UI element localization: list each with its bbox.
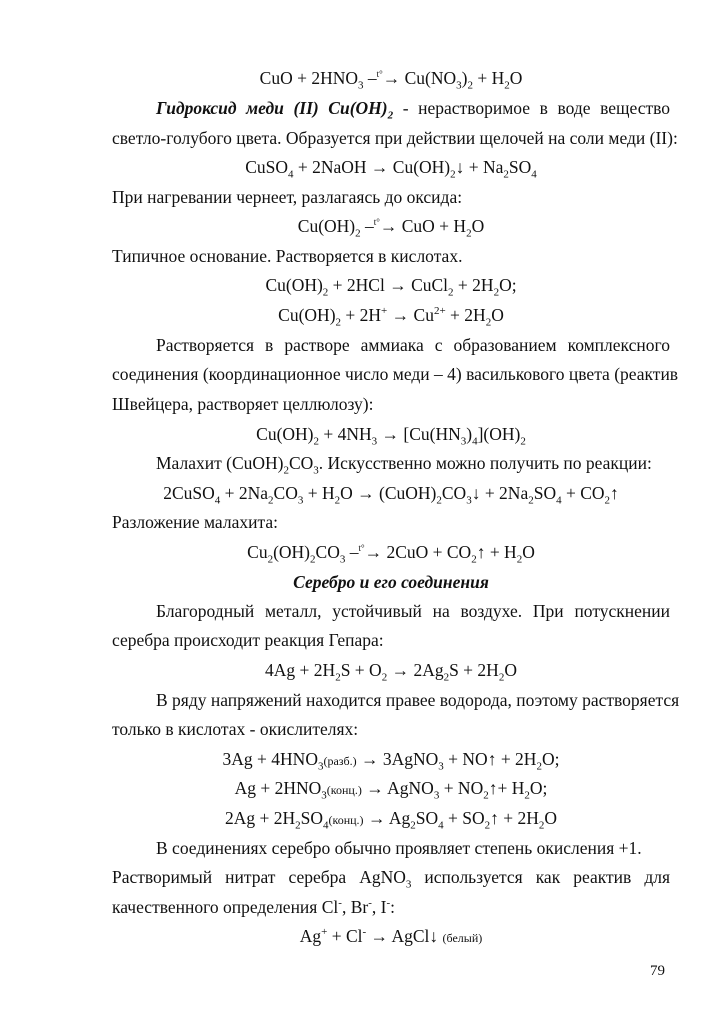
equation-cuso4-naoh: CuSO$_4$ + 2NaOH → $Cu(OH)_2↓ + Na_2SO_4$ bbox=[245, 157, 537, 181]
paragraph-hydroxide-line2: светло-голубого цвета. Образуется при действии щелочей на соли меди (II): bbox=[112, 128, 678, 148]
equation-hydroxide-hcl: $Cu(OH)_2 + 2HCl$ → CuCl$_2$ + $2H_2O$; bbox=[265, 275, 517, 299]
paragraph-nitrate-line1: Растворимый нитрат серебра AgNO$_3$ используется как реактив для bbox=[112, 867, 671, 891]
equation-silver-chloride: Ag+ + Cl- → AgCl↓ (белый) bbox=[299, 926, 483, 946]
equation-hydroxide-ammonia: $Cu(OH)_2 + 4NH_3 \to [Cu(HN_3)_4](OH)_2$ bbox=[256, 424, 526, 448]
paragraph-noble-line2: серебра происходит реакция Гепара: bbox=[112, 630, 384, 650]
page-number: 79 bbox=[650, 963, 665, 979]
paragraph-hydroxide-line1: Гидроксид меди (II) $Cu(OH)_2$ - нерастворимое в воде вещество bbox=[156, 98, 670, 122]
paragraph-typical-base: Типичное основание. Растворяется в кислотах. bbox=[112, 246, 463, 266]
paragraph-nitrate-line2: качественного определения Cl-, Br-, I-: bbox=[112, 897, 395, 917]
paragraph-noble-line1: Благородный металл, устойчивый на воздухе. При потускнении bbox=[156, 601, 670, 621]
heading-copper-hydroxide: Гидроксид меди (II) $Cu(OH)_2$ bbox=[156, 98, 394, 122]
paragraph-oxidation-state: В соединениях серебро обычно проявляет степень окисления +1. bbox=[156, 838, 642, 858]
paragraph-malachite: Малахит $(CuOH)_2CO_3$. Искусственно можно получить по реакции: bbox=[156, 453, 652, 477]
equation-malachite-synthesis: 2CuSO$_4$ + $2Na_2CO_3 + H_2O$ → $(CuOH)_2CO_3↓ + 2Na_2SO_4$ + $CO_2↑$ bbox=[163, 483, 619, 507]
equation-cuo-nitric: CuO + $2HNO_3$ $-^{t^\circ}\to Cu(NO_3)_2 + H_2O$ bbox=[259, 68, 523, 92]
paragraph-ammonia-line3: Швейцера, растворяет целлюлозу): bbox=[112, 394, 374, 414]
paragraph-ammonia-line1: Растворяется в растворе аммиака с образованием комплексного bbox=[156, 335, 670, 355]
equation-silver-conc-nitric: $Ag + 2HNO_3(конц.)$ → AgNO$_3$ + $NO_2↑+ H_2O$; bbox=[234, 778, 548, 802]
equation-silver-dilute-nitric: $3Ag + 4HNO_3(разб.)$ → 3AgNO$_3$ + NO↑ + $2H_2O$; bbox=[222, 749, 560, 773]
paragraph-ammonia-line2: соединения (координационное число меди – 4) василькового цвета (реактив bbox=[112, 364, 679, 384]
equation-hepar: $4Ag + 2H_2S + O_2 \to 2Ag_2S + 2H_2O$ bbox=[265, 660, 517, 684]
equation-silver-conc-sulfuric: $2Ag + 2H_2SO_4(конц.) \to Ag_2SO_4$ + $SO_2↑ + 2H_2O$ bbox=[224, 808, 558, 832]
heading-silver: Серебро и его соединения bbox=[293, 572, 489, 592]
equation-malachite-decomposition: $Cu_2(OH)_2CO_3$ $-^{t^\circ}\to 2CuO + CO_2↑ + H_2O$ bbox=[247, 542, 535, 566]
paragraph-series-line1: В ряду напряжений находится правее водорода, поэтому растворяется bbox=[156, 690, 680, 710]
paragraph-series-line2: только в кислотах - окислителях: bbox=[112, 719, 359, 739]
paragraph-heating: При нагревании чернеет, разлагаясь до оксида: bbox=[112, 187, 463, 207]
equation-hydroxide-decomposition: $Cu(OH)_2$ –$^{t^\circ}$→ CuO + $H_2O$ bbox=[297, 216, 485, 240]
equation-hydroxide-ionic: $Cu(OH)_2 + 2H^+ \to Cu^{2+} + 2H_2O$ bbox=[278, 305, 504, 329]
paragraph-malachite-decomposition: Разложение малахита: bbox=[112, 512, 278, 532]
